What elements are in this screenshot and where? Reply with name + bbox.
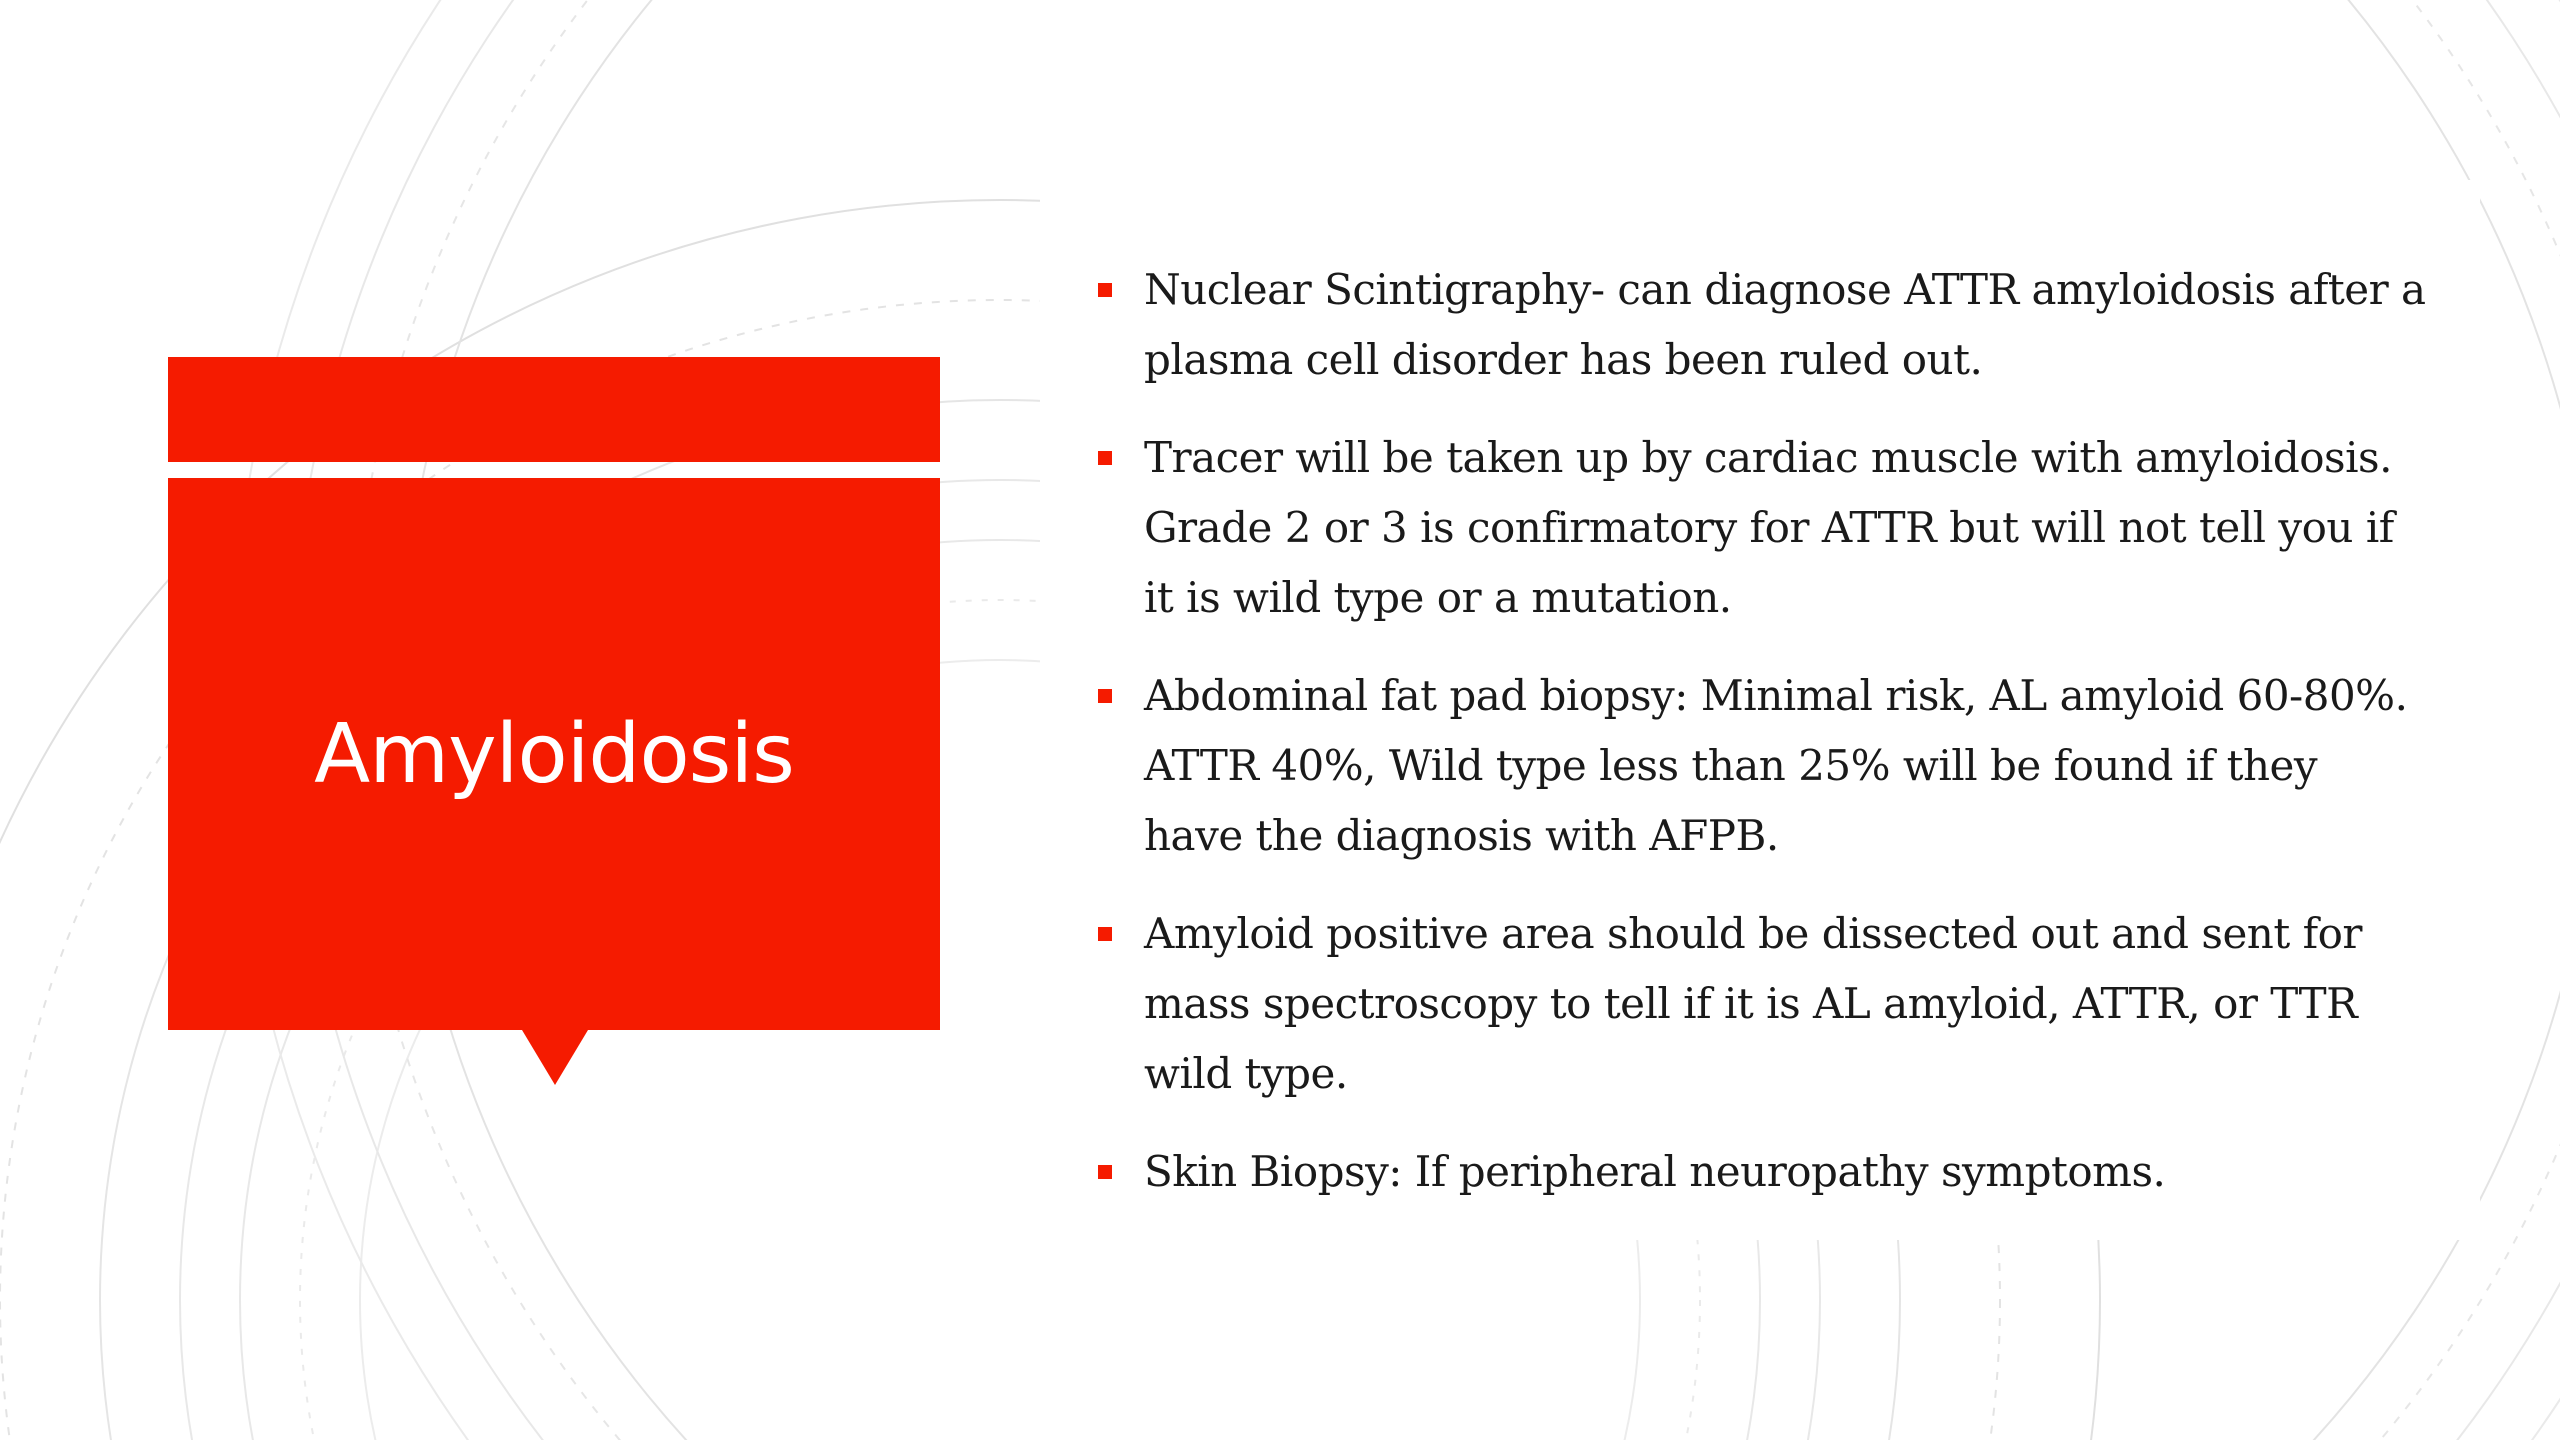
bullet-text: Nuclear Scintigraphy- can diagnose ATTR amyloidosis after a plasma cell disorder has been ruled out.	[1144, 265, 2426, 384]
bullet-text: Tracer will be taken up by cardiac muscle with amyloidosis. Grade 2 or 3 is confirmatory for ATTR but will not tell you if it is wild type or a mutation.	[1144, 433, 2394, 622]
bullet-text: Abdominal fat pad biopsy: Minimal risk, AL amyloid 60-80%. ATTR 40%, Wild type less than 25% will be found if they have the diagnosis with AFPB.	[1144, 671, 2408, 860]
bullet-item	[1096, 1137, 2426, 1207]
square-bullet-icon	[1098, 283, 1112, 297]
square-bullet-icon	[1098, 451, 1112, 465]
square-bullet-icon	[1098, 689, 1112, 703]
square-bullet-icon	[1098, 927, 1112, 941]
square-bullet-icon	[1098, 1165, 1112, 1179]
bullet-item	[1096, 899, 2426, 1109]
slide-title: Amyloidosis	[314, 706, 794, 802]
bullet-item	[1096, 255, 2426, 395]
title-accent-bar	[168, 357, 940, 462]
bullet-text: Amyloid positive area should be dissected out and sent for mass spectroscopy to tell if it is AL amyloid, ATTR, or TTR wild type.	[1144, 909, 2362, 1098]
bullet-item	[1096, 423, 2426, 633]
bullet-item	[1096, 661, 2426, 871]
bullet-list	[1096, 255, 2426, 1235]
bullet-text: Skin Biopsy: If peripheral neuropathy symptoms.	[1144, 1147, 2166, 1196]
title-box	[168, 478, 940, 1030]
title-pointer	[522, 1030, 588, 1085]
